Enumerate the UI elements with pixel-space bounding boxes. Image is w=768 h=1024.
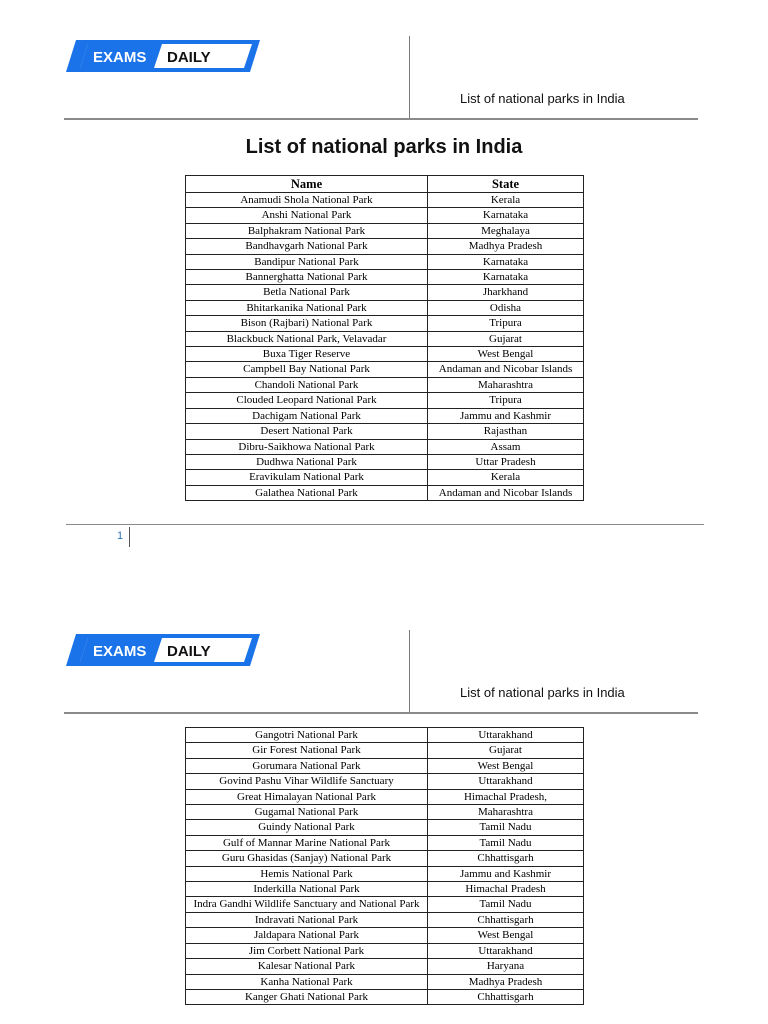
table-row — [186, 470, 584, 485]
park-name-cell: Govind Pashu Vihar Wildlife Sanctuary — [186, 774, 428, 789]
park-state-cell: Chhattisgarh — [428, 851, 584, 866]
park-state-cell: Chhattisgarh — [428, 989, 584, 1004]
park-state-cell: Meghalaya — [428, 223, 584, 238]
park-state-cell: Jharkhand — [428, 285, 584, 300]
park-name-cell: Bandhavgarh National Park — [186, 239, 428, 254]
document-page-2 — [0, 594, 768, 1024]
park-state-cell: Uttarakhand — [428, 943, 584, 958]
table-row — [186, 223, 584, 238]
park-name-cell: Inderkilla National Park — [186, 882, 428, 897]
page-number-separator — [129, 527, 130, 547]
park-name-cell: Anamudi Shola National Park — [186, 193, 428, 208]
park-name-cell: Bandipur National Park — [186, 254, 428, 269]
park-name-cell: Balphakram National Park — [186, 223, 428, 238]
park-name-cell: Dudhwa National Park — [186, 454, 428, 469]
logo-word-exams: EXAMS — [93, 643, 147, 660]
park-name-cell: Gulf of Mannar Marine National Park — [186, 835, 428, 850]
park-state-cell: Andaman and Nicobar Islands — [428, 362, 584, 377]
park-state-cell: Andaman and Nicobar Islands — [428, 485, 584, 500]
park-state-cell: Himachal Pradesh — [428, 882, 584, 897]
table-row — [186, 362, 584, 377]
table-row — [186, 454, 584, 469]
park-state-cell: Kerala — [428, 193, 584, 208]
exams-daily-logo — [66, 38, 260, 74]
header-title: List of national parks in India — [460, 685, 625, 700]
table-row — [186, 743, 584, 758]
exams-daily-logo — [66, 632, 260, 668]
park-state-cell: Haryana — [428, 959, 584, 974]
table-body — [186, 193, 584, 501]
park-name-cell: Dachigam National Park — [186, 408, 428, 423]
header-divider — [64, 118, 698, 120]
table-row — [186, 989, 584, 1004]
park-name-cell: Jaldapara National Park — [186, 928, 428, 943]
park-state-cell: Tamil Nadu — [428, 897, 584, 912]
header-divider-vertical — [409, 36, 410, 118]
table-body — [186, 728, 584, 1005]
page-number: 1 — [117, 530, 124, 542]
footer-divider — [66, 524, 704, 525]
table-row — [186, 912, 584, 927]
table-row — [186, 439, 584, 454]
park-name-cell: Eravikulam National Park — [186, 470, 428, 485]
park-state-cell: Assam — [428, 439, 584, 454]
table-row — [186, 300, 584, 315]
park-name-cell: Dibru-Saikhowa National Park — [186, 439, 428, 454]
park-name-cell: Chandoli National Park — [186, 377, 428, 392]
column-header-state: State — [428, 176, 584, 193]
table-row — [186, 254, 584, 269]
park-name-cell: Gugamal National Park — [186, 805, 428, 820]
park-state-cell: Tamil Nadu — [428, 835, 584, 850]
table-row — [186, 882, 584, 897]
table-row — [186, 835, 584, 850]
table-row — [186, 285, 584, 300]
park-state-cell: Karnataka — [428, 208, 584, 223]
park-state-cell: Tripura — [428, 393, 584, 408]
header-title: List of national parks in India — [460, 91, 625, 106]
header-divider — [64, 712, 698, 714]
park-name-cell: Betla National Park — [186, 285, 428, 300]
table-row — [186, 485, 584, 500]
park-name-cell: Kalesar National Park — [186, 959, 428, 974]
park-name-cell: Gorumara National Park — [186, 758, 428, 773]
table-row — [186, 408, 584, 423]
table-row — [186, 424, 584, 439]
park-state-cell: Odisha — [428, 300, 584, 315]
park-state-cell: Gujarat — [428, 743, 584, 758]
table-row — [186, 959, 584, 974]
table-row — [186, 928, 584, 943]
park-name-cell: Bison (Rajbari) National Park — [186, 316, 428, 331]
table-row — [186, 193, 584, 208]
park-state-cell: Gujarat — [428, 331, 584, 346]
park-name-cell: Great Himalayan National Park — [186, 789, 428, 804]
park-state-cell: Kerala — [428, 470, 584, 485]
table-row — [186, 208, 584, 223]
park-name-cell: Kanger Ghati National Park — [186, 989, 428, 1004]
park-state-cell: Uttarakhand — [428, 774, 584, 789]
park-name-cell: Desert National Park — [186, 424, 428, 439]
park-name-cell: Galathea National Park — [186, 485, 428, 500]
table-row — [186, 347, 584, 362]
table-row — [186, 943, 584, 958]
park-state-cell: Rajasthan — [428, 424, 584, 439]
logo-word-daily: DAILY — [167, 643, 211, 660]
park-state-cell: Karnataka — [428, 270, 584, 285]
park-name-cell: Indravati National Park — [186, 912, 428, 927]
table-row — [186, 774, 584, 789]
park-state-cell: West Bengal — [428, 758, 584, 773]
logo-word-exams: EXAMS — [93, 49, 147, 66]
park-state-cell: Himachal Pradesh, — [428, 789, 584, 804]
park-state-cell: Karnataka — [428, 254, 584, 269]
park-state-cell: Tripura — [428, 316, 584, 331]
park-state-cell: Maharashtra — [428, 377, 584, 392]
table-row — [186, 377, 584, 392]
park-name-cell: Blackbuck National Park, Velavadar — [186, 331, 428, 346]
park-name-cell: Gangotri National Park — [186, 728, 428, 743]
park-name-cell: Kanha National Park — [186, 974, 428, 989]
table-row — [186, 270, 584, 285]
park-name-cell: Campbell Bay National Park — [186, 362, 428, 377]
table-row — [186, 866, 584, 881]
table-row — [186, 789, 584, 804]
header-divider-vertical — [409, 630, 410, 712]
parks-table-page-1 — [185, 175, 584, 501]
park-name-cell: Bhitarkanika National Park — [186, 300, 428, 315]
park-name-cell: Buxa Tiger Reserve — [186, 347, 428, 362]
park-name-cell: Guru Ghasidas (Sanjay) National Park — [186, 851, 428, 866]
table-row — [186, 897, 584, 912]
parks-table-page-2 — [185, 727, 584, 1005]
park-name-cell: Anshi National Park — [186, 208, 428, 223]
table-header-row — [186, 176, 584, 193]
park-state-cell: West Bengal — [428, 928, 584, 943]
table-row — [186, 820, 584, 835]
park-state-cell: Uttarakhand — [428, 728, 584, 743]
table-row — [186, 805, 584, 820]
park-name-cell: Clouded Leopard National Park — [186, 393, 428, 408]
park-state-cell: Maharashtra — [428, 805, 584, 820]
column-header-name: Name — [186, 176, 428, 193]
table-row — [186, 316, 584, 331]
table-row — [186, 728, 584, 743]
table-row — [186, 974, 584, 989]
park-state-cell: Tamil Nadu — [428, 820, 584, 835]
park-name-cell: Hemis National Park — [186, 866, 428, 881]
park-state-cell: Madhya Pradesh — [428, 239, 584, 254]
park-state-cell: Madhya Pradesh — [428, 974, 584, 989]
table-row — [186, 758, 584, 773]
park-state-cell: Jammu and Kashmir — [428, 408, 584, 423]
park-state-cell: West Bengal — [428, 347, 584, 362]
park-name-cell: Guindy National Park — [186, 820, 428, 835]
park-name-cell: Jim Corbett National Park — [186, 943, 428, 958]
park-name-cell: Indra Gandhi Wildlife Sanctuary and National Park — [186, 897, 428, 912]
table-row — [186, 331, 584, 346]
park-state-cell: Chhattisgarh — [428, 912, 584, 927]
park-name-cell: Bannerghatta National Park — [186, 270, 428, 285]
table-row — [186, 393, 584, 408]
document-title: List of national parks in India — [245, 136, 523, 158]
table-row — [186, 851, 584, 866]
park-state-cell: Uttar Pradesh — [428, 454, 584, 469]
park-state-cell: Jammu and Kashmir — [428, 866, 584, 881]
table-row — [186, 239, 584, 254]
logo-word-daily: DAILY — [167, 49, 211, 66]
park-name-cell: Gir Forest National Park — [186, 743, 428, 758]
